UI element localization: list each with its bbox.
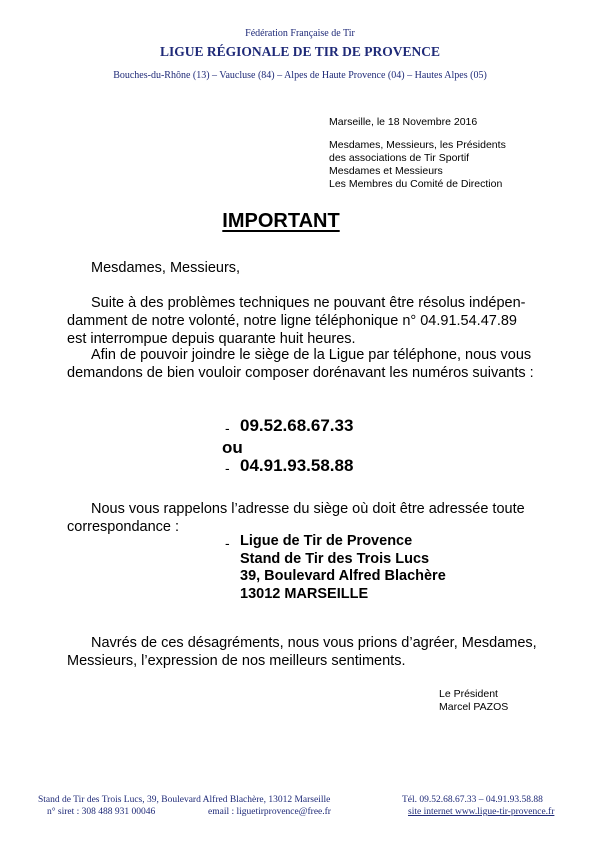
important-heading [0,210,562,233]
list-dash: - [225,460,230,476]
phone-number-2[interactable]: 04.91.93.58.88 [240,456,354,475]
paragraph-line: Navrés de ces désagréments, nous vous prions d’agréer, Mesdames, [91,635,537,651]
postal-address [240,533,446,603]
ligue-title: LIGUE RÉGIONALE DE TIR DE PROVENCE [160,44,440,59]
paragraph-line: Afin de pouvoir joindre le siège de la Ligue par téléphone, nous vous [91,347,532,363]
paragraph-address-intro [67,500,557,536]
paragraph-line: damment de notre volonté, notre ligne téléphonique n° 04.91.54.47.89 [67,313,517,329]
recipient-line: Mesdames, Messieurs, les Présidents [329,139,506,151]
footer-siret: n° siret : 308 488 931 00046 [47,807,156,817]
list-dash: - [225,420,230,436]
footer-address: Stand de Tir des Trois Lucs, 39, Boulevard Alfred Blachère, 13012 Marseille [38,795,331,805]
paragraph-line: demandons de bien vouloir composer dorénavant les numéros suivants : [67,365,534,381]
paragraph-line: Nous vous rappelons l’adresse du siège où doit être adressée toute [91,501,525,517]
phone-number-1[interactable]: 09.52.68.67.33 [240,416,354,435]
letter-date: Marseille, le 18 Novembre 2016 [329,116,478,128]
address-line: Ligue de Tir de Provence [240,533,413,549]
paragraph-closing [67,634,557,670]
paragraph-numbers [67,346,557,382]
or-connector: ou [222,438,243,457]
recipient-line: Les Membres du Comité de Direction [329,178,503,190]
paragraph-line: correspondance : [67,519,180,535]
recipients-block [329,139,506,191]
address-line: Stand de Tir des Trois Lucs [240,550,430,567]
salutation: Mesdames, Messieurs, [91,260,241,276]
federation-name: Fédération Française de Tir [245,28,355,39]
important-title: IMPORTANT [222,210,340,232]
signature-role: Le Président [439,688,498,700]
signature-name: Marcel PAZOS [439,701,509,713]
paragraph-line: Suite à des problèmes techniques ne pouvant être résolus indépen- [91,295,526,311]
recipient-line: des associations de Tir Sportif [329,152,470,164]
paragraph-line: est interrompue depuis quarante huit heures. [67,331,356,347]
address-line: 39, Boulevard Alfred Blachère [240,568,446,584]
paragraph-problem [67,294,557,348]
footer-phones: Tél. 09.52.68.67.33 – 04.91.93.58.88 [402,795,543,805]
paragraph-line: Messieurs, l’expression de nos meilleurs sentiments. [67,653,406,669]
footer-email[interactable]: email : liguetirprovence@free.fr [208,807,331,817]
recipient-line: Mesdames et Messieurs [329,165,443,177]
list-dash: - [225,535,230,551]
signature-block [439,688,508,714]
footer-website-link[interactable]: site internet www.ligue-tir-provence.fr [408,807,555,817]
address-line: 13012 MARSEILLE [240,585,369,602]
departments-line: Bouches-du-Rhône (13) – Vaucluse (84) – Alpes de Haute Provence (04) – Hautes Alpes (05) [113,70,487,81]
